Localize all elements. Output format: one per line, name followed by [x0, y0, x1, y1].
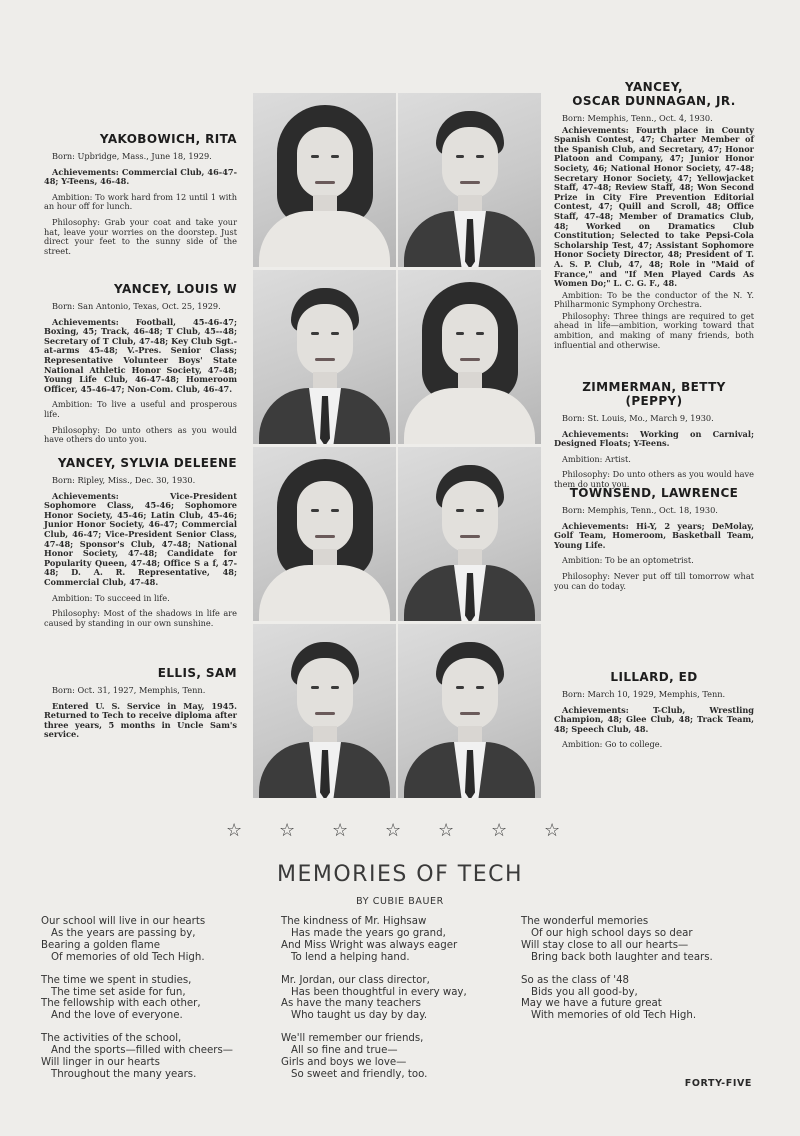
poem-line: Of memories of old Tech High.	[51, 951, 205, 963]
born-text: Born: Oct. 31, 1927, Memphis, Tenn.	[52, 685, 206, 695]
poem-line: To lend a helping hand.	[291, 951, 410, 963]
ambition-text: Ambition: To work hard from 12 until 1 with an hour off for lunch.	[44, 191, 237, 212]
poem-line: May we have a future great	[521, 998, 662, 1010]
poem-line: Will stay close to all our hearts—	[521, 939, 689, 951]
star-icon: ☆	[385, 820, 402, 841]
poem-line: Will linger in our hearts	[41, 1057, 160, 1069]
achievements-text: Achievements: Hi-Y, 2 years; DeMolay, Golf Team, Homeroom, Basketball Team, Young Life.	[554, 520, 754, 550]
poem-stanza	[521, 916, 761, 964]
star-icon: ☆	[332, 820, 349, 841]
student-name-line1: YANCEY,	[625, 80, 683, 94]
philosophy-text: Philosophy: Do unto others as you would have others do unto you.	[44, 424, 237, 445]
achievements-text: Achievements: Fourth place in County Spanish Contest, 47; Charter Member of the Spanish Club, and Secretary, 47; Honor Platoon and Company, 47; Junior Honor Society, 46; National Honor Society, 47-48; Secretary Honor Society, 47; Yellowjacket Staff, 47-48; Review Staff, 48; Won Second Prize in City Fire Prevention Editorial Contest, 47; Quill and Scroll, 48; Office Staff, 47-48; Member of Dramatics Club, 48; Worked on Dramatics Club Constitution; Selected to take Pepsi-Cola Scholarship Test, 47; Assistant Sophomore Honor Society Director, 48; President of T. A. S. P. Club, 47, 48; Role in "Maid of France," and "If Men Played Cards As Women Do;" L. C. G. F., 48.	[554, 124, 754, 289]
star-divider	[0, 820, 800, 840]
student-name: LILLARD, ED	[610, 670, 698, 684]
student-name: ZIMMERMAN, BETTY (PEPPY)	[582, 380, 726, 408]
ambition-text: Ambition: To succeed in life.	[52, 592, 170, 603]
poem-author: BY CUBIE BAUER	[356, 896, 444, 907]
star-icon: ☆	[438, 820, 455, 841]
student-name: YAKOBOWICH, RITA	[99, 132, 237, 146]
poem-line: The kindness of Mr. Highsaw	[281, 916, 427, 927]
star-icon: ☆	[226, 820, 243, 841]
born-text: Born: St. Louis, Mo., March 9, 1930.	[562, 413, 714, 423]
poem-line: The fellowship with each other,	[41, 998, 201, 1010]
poem-line: Bids you all good-by,	[531, 986, 638, 998]
student-name	[554, 80, 754, 108]
philosophy-text: Philosophy: Never put off till tomorrow what you can do today.	[554, 570, 754, 591]
poem-line: And the sports—filled with cheers—	[51, 1045, 233, 1057]
achievements-text: Achievements: Commercial Club, 46-47-48; Y-Teens, 46-48.	[44, 166, 237, 187]
born-text: Born: San Antonio, Texas, Oct. 25, 1929.	[52, 301, 221, 311]
poem-stanza	[281, 916, 521, 964]
poem-column-2	[281, 916, 521, 1092]
poem-line: Our school will live in our hearts	[41, 916, 206, 927]
achievements-text: Achievements: T-Club, Wrestling Champion, 48; Glee Club, 48; Track Team, 48; Speech Club, 48.	[554, 704, 754, 734]
student-entry-yancey-louis	[44, 282, 237, 451]
student-entry-yakobowich	[44, 132, 237, 262]
born-text: Born: Ripley, Miss., Dec. 30, 1930.	[52, 475, 196, 485]
poem-line: The wonderful memories	[521, 916, 649, 927]
poem-line: The activities of the school,	[41, 1033, 182, 1045]
achievements-text: Entered U. S. Service in May, 1945. Returned to Tech to receive diploma after three years, 5 months in Uncle Sam's service.	[44, 700, 237, 740]
student-name: YANCEY, SYLVIA DELEENE	[57, 456, 237, 470]
poem-column-3	[521, 916, 761, 1033]
born-text: Born: Upbridge, Mass., June 18, 1929.	[52, 151, 212, 161]
student-name-line2: OSCAR DUNNAGAN, JR.	[572, 94, 736, 108]
student-entry-townsend	[554, 486, 754, 597]
ambition-text: Ambition: Artist.	[562, 453, 631, 464]
page-number: FORTY-FIVE	[684, 1078, 752, 1089]
born-text: Born: March 10, 1929, Memphis, Tenn.	[562, 689, 726, 699]
portrait-photo-ellis	[253, 624, 396, 798]
portrait-photo-yancey-louis	[253, 270, 396, 444]
poem-line: So sweet and friendly, too.	[291, 1068, 428, 1080]
ambition-text: Ambition: Go to college.	[562, 739, 663, 750]
philosophy-text: Philosophy: Do unto others as you would have them do unto you.	[554, 469, 754, 489]
achievements-text: Achievements: Vice-President Sophomore Class, 45-46; Sophomore Honor Society, 45-46; Latin Club, 45-46; Junior Honor Society, 46-47; Commercial Club, 46-47; Vice-President Senior Class, 47-48; Sponsor's Club, 47-48; National Honor Society, 47-48; Candidate for Popularity Queen, 47-48; Office S a f, 47-48; D. A. R. Representative, 48; Commercial Club, 47-48.	[44, 490, 237, 587]
born-text: Born: Memphis, Tenn., Oct. 18, 1930.	[562, 505, 718, 515]
philosophy-text: Philosophy: Most of the shadows in life are caused by standing in our own sunshine.	[44, 608, 237, 628]
portrait-photo-lillard	[398, 624, 541, 798]
student-name: YANCEY, LOUIS W	[114, 282, 237, 296]
star-icon: ☆	[491, 820, 508, 841]
portrait-photo-townsend	[398, 447, 541, 621]
philosophy-text: Philosophy: Three things are required to get ahead in life—ambition, working toward that ambition, and making of many friends, both influential and otherwise.	[554, 310, 754, 350]
star-icon: ☆	[279, 820, 296, 841]
poem-stanza	[41, 975, 281, 1023]
poem-line: Of our high school days so dear	[531, 927, 693, 939]
student-entry-ellis	[44, 666, 237, 746]
poem-line: As have the many teachers	[281, 998, 421, 1010]
poem-line: Bearing a golden flame	[41, 939, 160, 951]
student-entry-yancey-oscar	[554, 80, 754, 356]
poem-line: We'll remember our friends,	[281, 1033, 424, 1045]
portrait-photo-zimmerman	[398, 270, 541, 444]
student-entry-yancey-sylvia	[44, 456, 237, 634]
philosophy-text: Philosophy: Grab your coat and take your hat, leave your worries on the doorstep. Just direct your feet to the sunny side of the street.	[44, 216, 237, 256]
poem-title: MEMORIES OF TECH	[276, 862, 524, 887]
ambition-text: Ambition: To live a useful and prosperous life.	[44, 399, 237, 419]
ambition-text: Ambition: To be an optometrist.	[562, 555, 694, 566]
ambition-text: Ambition: To be the conductor of the N. Y. Philharmonic Symphony Orchestra.	[554, 289, 754, 310]
poem-stanza	[521, 975, 761, 1023]
poem-line: Who taught us day by day.	[291, 1010, 428, 1022]
portrait-photo-yancey-oscar	[398, 93, 541, 267]
poem-line: And the love of everyone.	[51, 1010, 183, 1022]
poem-line: The time we spent in studies,	[41, 974, 192, 986]
poem-line: And Miss Wright was always eager	[281, 939, 458, 951]
achievements-text: Achievements: Football, 45-46-47; Boxing, 45; Track, 46-48; T Club, 45--48; Secretary of T Club, 47-48; Key Club Sgt.-at-arms 45-48; V.-Pres. Senior Class; Representative Volunteer Boys' State National Athletic Honor Society, 47-48; Young Life Club, 46-47-48; Homeroom Officer, 45-46-47; Non-Com. Club, 46-47.	[44, 316, 237, 394]
born-text: Born: Memphis, Tenn., Oct. 4, 1930.	[562, 113, 713, 123]
portrait-photo-yancey-sylvia	[253, 447, 396, 621]
poem-line: Mr. Jordan, our class director,	[281, 974, 430, 986]
poem-line: As the years are passing by,	[51, 927, 196, 939]
poem-line: Girls and boys we love—	[281, 1057, 407, 1069]
student-name: TOWNSEND, LAWRENCE	[569, 486, 739, 500]
portrait-photo-yakobowich	[253, 93, 396, 267]
star-icon: ☆	[544, 820, 561, 841]
poem-line: So as the class of '48	[521, 974, 630, 986]
poem-stanza	[41, 916, 281, 964]
student-entry-zimmerman	[554, 380, 754, 496]
poem-line: All so fine and true—	[291, 1045, 398, 1057]
poem-stanza	[41, 1033, 281, 1081]
poem-stanza	[281, 1033, 521, 1081]
poem-line: Bring back both laughter and tears.	[531, 951, 713, 963]
poem-stanza	[281, 975, 521, 1023]
poem-line: Has been thoughtful in every way,	[291, 986, 467, 998]
poem-line: The time set aside for fun,	[51, 986, 186, 998]
poem-line: Has made the years go grand,	[291, 927, 446, 939]
student-name: ELLIS, SAM	[157, 666, 237, 680]
poem-line: With memories of old Tech High.	[531, 1010, 697, 1022]
achievements-text: Achievements: Working on Carnival; Designed Floats; Y-Teens.	[554, 428, 754, 449]
student-entry-lillard	[554, 670, 754, 756]
poem-column-1	[41, 916, 281, 1092]
poem-line: Throughout the many years.	[51, 1068, 197, 1080]
